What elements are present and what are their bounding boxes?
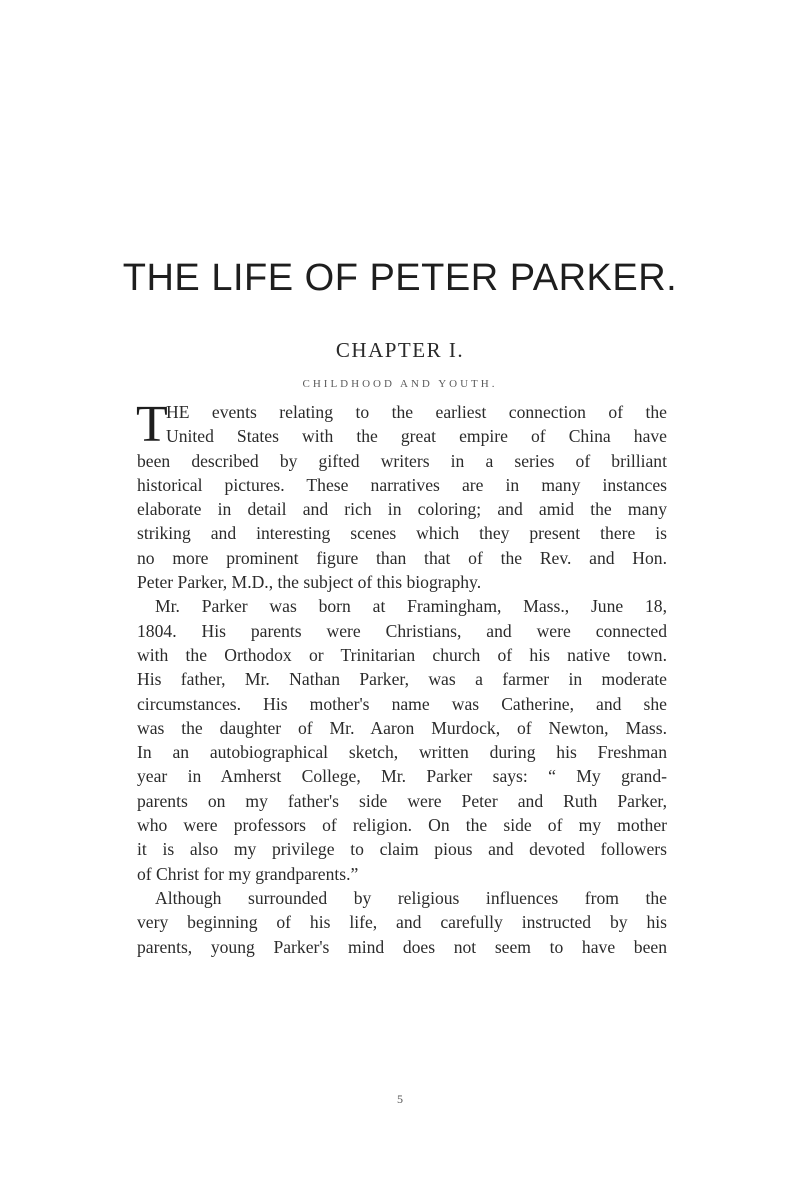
text-line: Mr. Parker was born at Framingham, Mass., June 18, — [155, 596, 667, 617]
page-number: 5 — [397, 1092, 403, 1106]
text-line: HE events relating to the earliest connection of the — [166, 402, 667, 422]
chapter-subtitle: CHILDHOOD AND YOUTH. — [302, 378, 498, 390]
text-line: of Christ for my grandparents.” — [137, 863, 359, 884]
paragraph-1 — [136, 396, 667, 594]
text-line: no more prominent figure than that of the Rev. and Hon. — [137, 547, 667, 568]
paragraph-2 — [137, 594, 667, 886]
text-line: His father, Mr. Nathan Parker, was a farmer in moderate — [137, 669, 667, 690]
text-line: historical pictures. These narratives are in many instances — [137, 474, 667, 495]
text-line: year in Amherst College, Mr. Parker says: “ My grand- — [137, 766, 667, 787]
text-line: United States with the great empire of China have — [166, 426, 667, 447]
text-line: with the Orthodox or Trinitarian church of his native town. — [137, 644, 667, 665]
text-line: been described by gifted writers in a series of brilliant — [137, 450, 667, 471]
text-line: circumstances. His mother's name was Catherine, and she — [137, 693, 667, 714]
paragraph-3 — [137, 886, 667, 959]
text-line: striking and interesting scenes which they present there is — [137, 523, 667, 544]
text-line: who were professors of religion. On the side of my mother — [137, 815, 667, 836]
text-line: Peter Parker, M.D., the subject of this biography. — [137, 572, 482, 593]
text-line: parents on my father's side were Peter and Ruth Parker, — [137, 790, 667, 811]
text-line: was the daughter of Mr. Aaron Murdock, of Newton, Mass. — [137, 717, 667, 738]
drop-cap: T — [136, 396, 168, 453]
chapter-body — [136, 396, 667, 959]
chapter-heading: CHAPTER I. — [335, 338, 465, 362]
text-line: parents, young Parker's mind does not seem to have been — [137, 936, 667, 957]
text-line: it is also my privilege to claim pious and devoted followers — [137, 839, 667, 860]
text-line: In an autobiographical sketch, written during his Freshman — [137, 742, 667, 763]
text-line: 1804. His parents were Christians, and were connected — [137, 620, 667, 641]
text-line: Although surrounded by religious influences from the — [155, 887, 667, 908]
text-line: very beginning of his life, and carefully instructed by his — [137, 912, 667, 933]
book-title: THE LIFE OF PETER PARKER. — [122, 257, 678, 299]
text-line: elaborate in detail and rich in coloring; and amid the many — [137, 499, 667, 520]
